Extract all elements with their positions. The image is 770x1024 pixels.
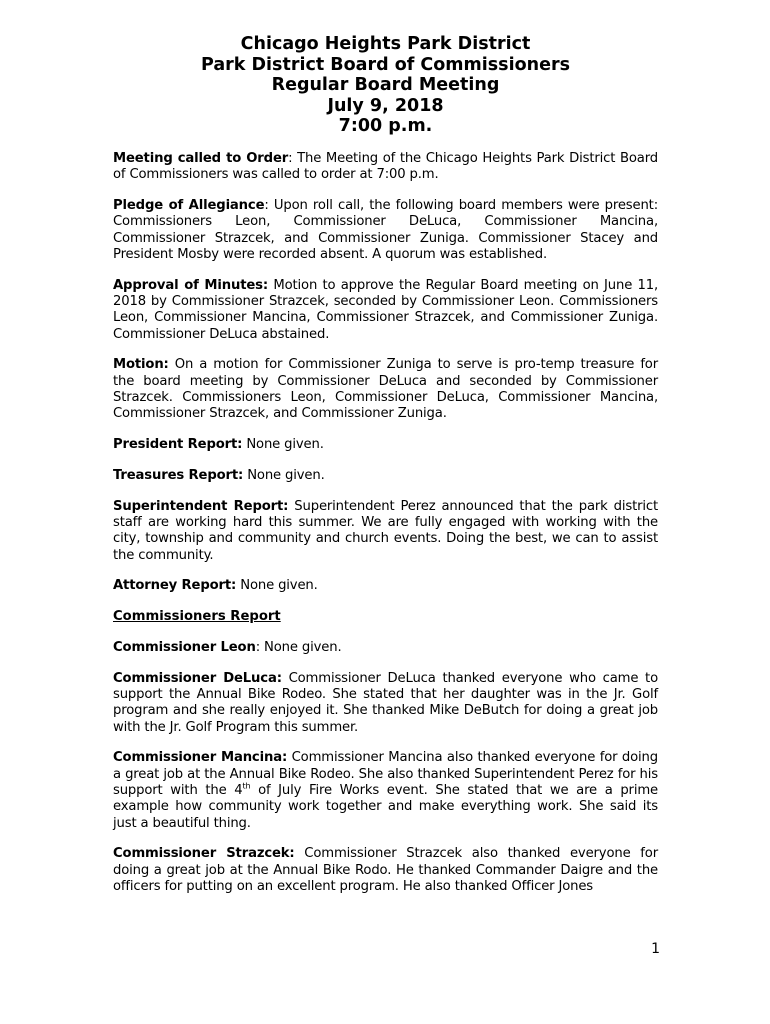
paragraph-called-to-order xyxy=(113,151,658,184)
paragraph-heading: Meeting called to Order xyxy=(113,150,289,166)
paragraph-president-report xyxy=(113,437,658,453)
paragraph-heading: Commissioner DeLuca: xyxy=(113,670,282,686)
paragraph-superintendent-report xyxy=(113,499,658,564)
paragraph-motion xyxy=(113,357,658,422)
document-page xyxy=(113,34,658,910)
paragraph-commissioner-strazcek xyxy=(113,846,658,895)
paragraph-heading: Commissioner Strazcek: xyxy=(113,846,295,862)
paragraph-text: Commissioner Mancina also thanked everyone for doing a great job at the Annual Bike Rodeo. She also thanked Superintendent Perez for his support with the 4 xyxy=(113,750,658,799)
paragraph-heading: Pledge of Allegiance xyxy=(113,198,265,214)
paragraph-text: None given. xyxy=(236,578,318,594)
paragraph-pledge-of-allegiance xyxy=(113,198,658,263)
paragraph-text: None given. xyxy=(243,467,325,483)
meeting-time: 7:00 p.m. xyxy=(338,116,433,137)
paragraph-text: None given. xyxy=(242,437,324,453)
paragraph-text: Superintendent Perez announced that the park district staff are working hard this summer. We are fully engaged with working with the city, township and community and church events. Doing the best, we can to assist the community. xyxy=(113,498,659,563)
paragraph-heading: Superintendent Report: xyxy=(113,498,289,514)
paragraph-text: Motion to approve the Regular Board meeting on June 11, 2018 by Commissioner Strazcek, seconded by Commissioner Leon. Commissioners Leon, Commissioner Mancina, Commissioner Strazcek, and Commissioner Zuniga. Commissioner DeLuca abstained. xyxy=(113,277,659,342)
organization-name: Chicago Heights Park District xyxy=(240,34,531,54)
paragraph-commissioner-leon xyxy=(113,640,658,656)
paragraph-text: Commissioner Strazcek also thanked everyone for doing a great job at the Annual Bike Rodo. He thanked Commander Daigre and the officers for putting on an excellent program. He also thanked Officer Jones xyxy=(113,846,658,895)
paragraph-text: On a motion for Commissioner Zuniga to serve is pro-temp treasure for the board meeting by Commissioner DeLuca and seconded by Commissioner Strazcek. Commissioners Leon, Commissioner DeLuca, Commissioner Mancina, Commissioner Strazcek, and Commissioner Zuniga. xyxy=(113,357,658,422)
paragraph-heading: Commissioner Mancina: xyxy=(113,750,288,766)
paragraph-text-continued: of July Fire Works event. She stated that we are a prime example how community work together and make everything work. She said its just a beautiful thing. xyxy=(113,783,658,831)
paragraph-heading: Treasures Report: xyxy=(113,467,244,483)
paragraph-heading: President Report: xyxy=(113,437,243,453)
paragraph-treasures-report xyxy=(113,468,658,484)
paragraph-text: Commissioner DeLuca thanked everyone who came to support the Annual Bike Rodeo. She stated that her daughter was in the Jr. Golf program and she really enjoyed it. She thanked Mike DeButch for doing a great job with the Jr. Golf Program this summer. xyxy=(113,670,658,735)
meeting-type: Regular Board Meeting xyxy=(271,75,500,96)
paragraph-heading: Motion: xyxy=(113,357,169,373)
meeting-date: July 9, 2018 xyxy=(327,95,444,116)
commissioners-report-heading: Commissioners Report xyxy=(113,609,281,625)
paragraph-approval-of-minutes xyxy=(113,278,658,343)
document-title-block xyxy=(113,34,658,137)
paragraph-attorney-report xyxy=(113,578,658,594)
paragraph-commissioner-deluca xyxy=(113,671,658,736)
ordinal-superscript: th xyxy=(242,781,251,791)
paragraph-commissioner-mancina xyxy=(113,750,658,831)
paragraph-text: : The Meeting of the Chicago Heights Park District Board of Commissioners was called to order at 7:00 p.m. xyxy=(113,150,658,183)
paragraph-text: : Upon roll call, the following board members were present: Commissioners Leon, Commissioner DeLuca, Commissioner Mancina, Commissioner Strazcek, and Commissioner Zuniga. Commissioner Stacey and President Mosby were recorded absent. A quorum was established. xyxy=(113,198,658,262)
board-name: Park District Board of Commissioners xyxy=(200,54,570,75)
paragraph-heading: Attorney Report: xyxy=(113,578,237,594)
paragraph-text: : None given. xyxy=(255,640,342,655)
page-number: 1 xyxy=(651,941,660,957)
paragraph-heading: Commissioner Leon xyxy=(113,640,256,655)
paragraph-heading: Approval of Minutes: xyxy=(113,277,269,293)
